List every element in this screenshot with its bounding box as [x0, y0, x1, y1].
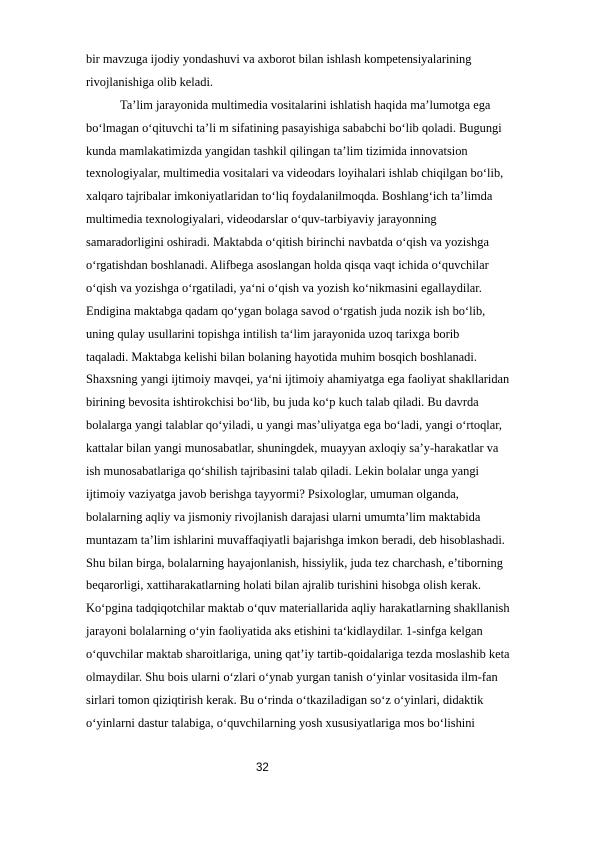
text-line: texnologiyalar, multimedia vositalari va videodars loyihalari ishlab chiqilgan bo‘lib,: [86, 166, 504, 181]
text-line: taqaladi. Maktabga kelishi bilan bolaning hayotida muhim bosqich boshlanadi.: [86, 349, 477, 364]
text-line: rivojlanishiga olib keladi.: [86, 74, 213, 89]
body-text: [86, 48, 576, 735]
text-line: beqarorligi, xattiharakatlarning holati bilan ajralib turishini hisobga olish kerak.: [86, 578, 482, 593]
text-line: uning qulay usullarini topishga intilish ta‘lim jarayonida uzoq tarixga borib: [86, 326, 460, 341]
text-line: bo‘lmagan o‘qituvchi ta’li m sifatining pasayishiga sababchi bo‘lib qoladi. Bugungi: [86, 120, 502, 135]
text-line: multimedia texnologiyalari, videodarslar o‘quv-tarbiyaviy jarayonning: [86, 212, 437, 227]
text-line: samaradorligini oshiradi. Maktabda o‘qitish birinchi navbatda o‘qish va yozishga: [86, 235, 489, 250]
text-line: o‘quvchilar maktab sharoitlariga, uning qat’iy tartib-qoidalariga tezda moslashib keta: [86, 647, 510, 662]
text-line: xalqaro tajribalar imkoniyatlaridan to‘liq foydalanilmoqda. Boshlang‘ich ta’limda: [86, 189, 493, 204]
text-line: ijtimoiy vaziyatga javob berishga tayyormi? Psixologlar, umuman olganda,: [86, 486, 459, 501]
text-line: sirlari tomon qiziqtirish kerak. Bu o‘rinda o‘tkaziladigan so‘z o‘yinlari, didaktik: [86, 692, 484, 707]
text-line: o‘rgatishdan boshlanadi. Alifbega asoslangan holda qisqa vaqt ichida o‘quvchilar: [86, 258, 489, 273]
text-line: bir mavzuga ijodiy yondashuvi va axborot bilan ishlash kompetensiyalarining: [86, 52, 472, 66]
text-line: Shu bilan birga, bolalarning hayajonlanish, hissiylik, juda tez charchash, e’tiborning: [86, 555, 503, 570]
text-line: kunda mamlakatimizda yangidan tashkil qilingan ta’lim tizimida innovatsion: [86, 143, 468, 158]
text-line: ish munosabatlariga qo‘shilish tajribasini talab qiladi. Lekin bolalar unga yangi: [86, 464, 479, 479]
text-line: o‘yinlarni dastur talabiga, o‘quvchilarning yosh xususiyatlariga mos bo‘lishini: [86, 715, 475, 730]
text-line: Ko‘pgina tadqiqotchilar maktab o‘quv materiallarida aqliy harakatlarning shakllanish: [86, 601, 510, 616]
text-line: birining bevosita ishtirokchisi bo‘lib, bu juda ko‘p kuch talab qiladi. Bu davrda: [86, 395, 479, 410]
text-line: muntazam ta’lim ishlarini muvaffaqiyatli bajarishga imkon beradi, deb hisoblashadi.: [86, 532, 505, 547]
text-line: olmaydilar. Shu bois ularni o‘zlari o‘ynab yurgan tanish o‘yinlar vositasida ilm-fan: [86, 670, 498, 685]
text-line: Shaxsning yangi ijtimoiy mavqei, ya‘ni ijtimoiy ahamiyatga ega faoliyat shakllaridan: [86, 372, 510, 387]
paragraph-first-line: Ta’lim jarayonida multimedia vositalarini ishlatish haqida ma’lumotga ega: [120, 97, 491, 112]
page-number: 32: [256, 762, 269, 774]
text-line: jarayoni bolalarning o‘yin faoliyatida aks etishini ta‘kidlaydilar. 1-sinfga kelgan: [86, 624, 483, 639]
text-line: bolalarning aqliy va jismoniy rivojlanish darajasi ularni umumta’lim maktabida: [86, 509, 481, 524]
text-line: kattalar bilan yangi munosabatlar, shuningdek, muayyan axloqiy sa’y-harakatlar va: [86, 441, 499, 456]
text-line: bolalarga yangi talablar qo‘yiladi, u yangi mas’uliyatga ega bo‘ladi, yangi o‘rtoqlar,: [86, 418, 502, 433]
text-line: Endigina maktabga qadam qo‘ygan bolaga savod o‘rgatish juda nozik ish bo‘lib,: [86, 303, 486, 318]
text-line: o‘qish va yozishga o‘rgatiladi, ya‘ni o‘qish va yozish ko‘nikmasini egallaydilar.: [86, 280, 482, 295]
